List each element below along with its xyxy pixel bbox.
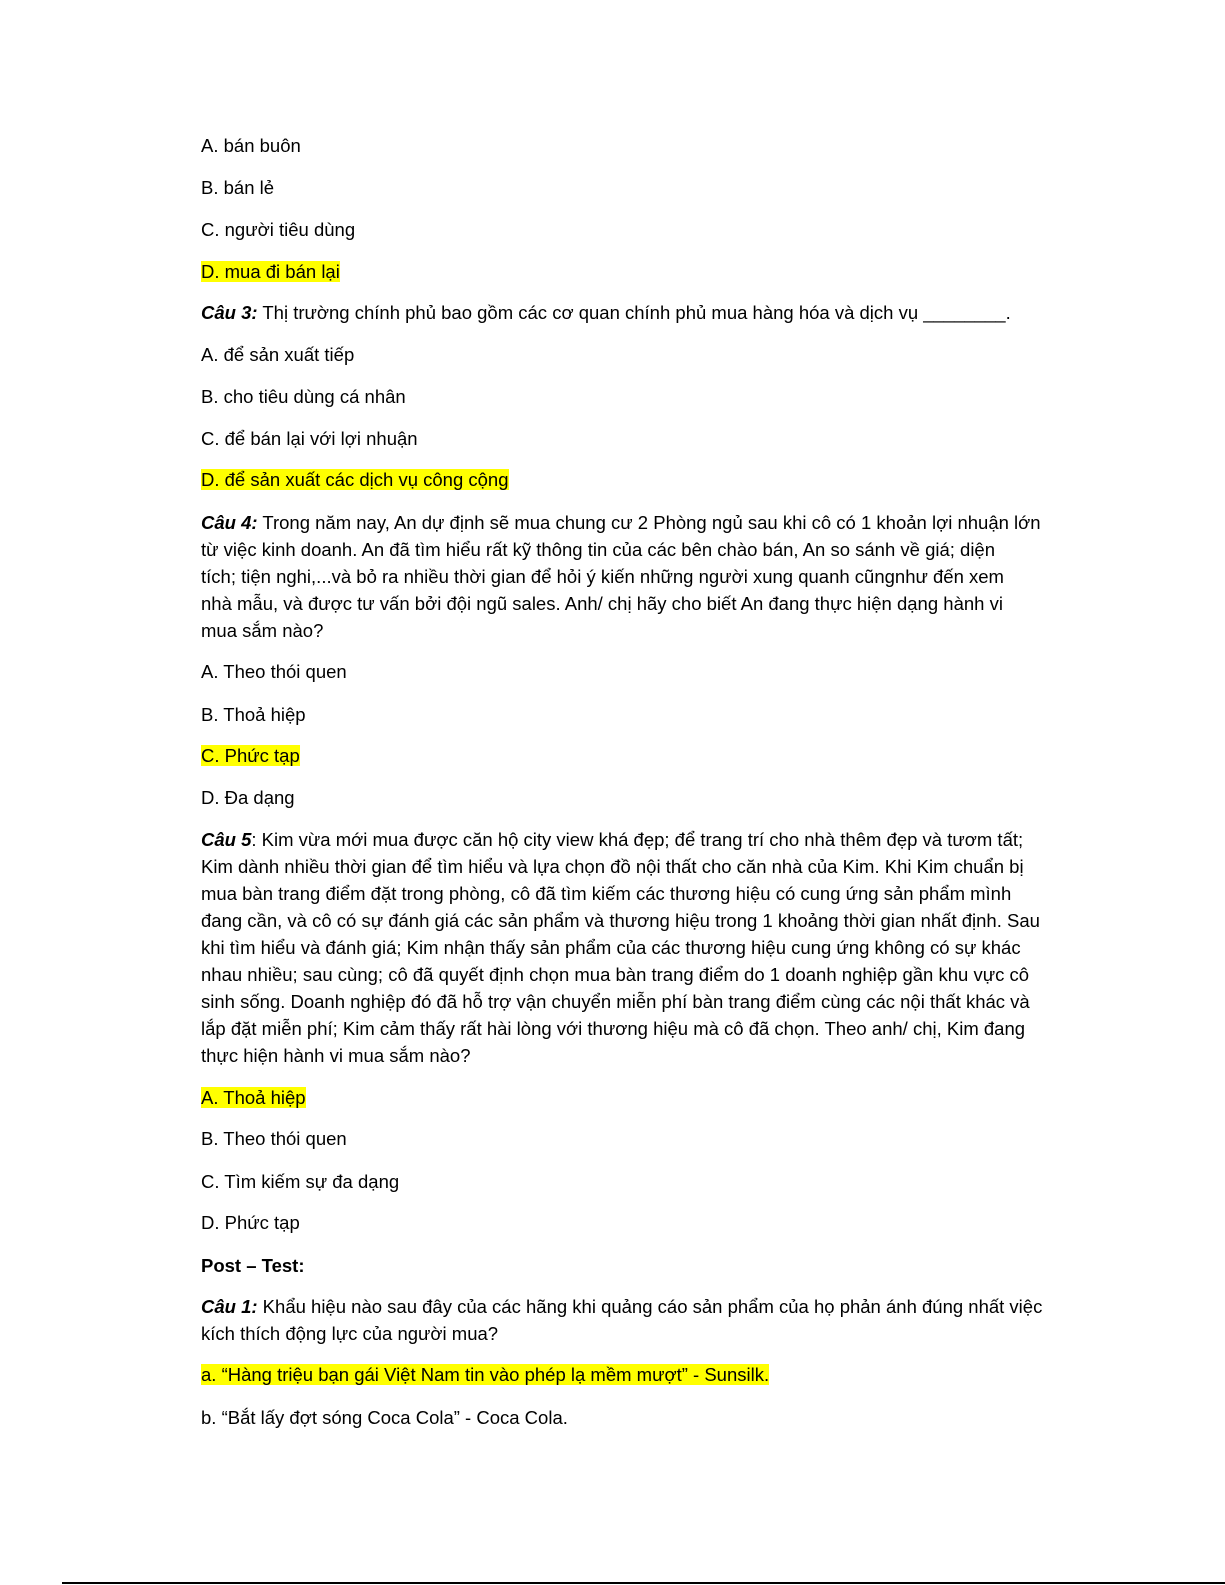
question-label: Câu 3:: [201, 302, 258, 323]
question-text: : Kim vừa mới mua được căn hộ city view khá đẹp; để trang trí cho nhà thêm đẹp và tươm tất;: [251, 829, 1024, 850]
answer-highlight: D. mua đi bán lại: [201, 261, 340, 282]
question-4-line-1: [201, 511, 1041, 535]
q5-option-a-answer: [201, 1086, 306, 1110]
question-5-line-6: nhau nhiều; sau cùng; cô đã quyết định chọn mua bàn trang điểm do 1 doanh nghiệp gần khu vực cô: [201, 964, 1030, 985]
post-test-heading: Post – Test:: [201, 1255, 305, 1276]
answer-highlight: C. Phức tạp: [201, 745, 300, 766]
question-label: Câu 5: [201, 829, 252, 850]
question-label: Câu 1:: [201, 1296, 258, 1317]
question-5-line-8: lắp đặt miễn phí; Kim cảm thấy rất hài lòng với thương hiệu mà cô đã chọn. Theo anh/ chị, Kim đang: [201, 1018, 1026, 1039]
question-text: Thị trường chính phủ bao gồm các cơ quan chính phủ mua hàng hóa và dịch vụ ________.: [257, 302, 1011, 323]
question-5-line-5: khi tìm hiểu và đánh giá; Kim nhận thấy sản phẩm của các thương hiệu cung ứng không có sự khác: [201, 937, 1021, 958]
q4-option-c-answer: [201, 744, 300, 768]
question-4-line-2: từ việc kinh doanh. An đã tìm hiểu rất kỹ thông tin của các bên chào bán, An so sánh về giá; diện: [201, 539, 996, 560]
answer-highlight: a. “Hàng triệu bạn gái Việt Nam tin vào phép lạ mềm mượt” - Sunsilk.: [201, 1364, 770, 1385]
answer-highlight: D. để sản xuất các dịch vụ công cộng: [201, 469, 509, 490]
post-question-1-line-1: [201, 1295, 1042, 1319]
q5-option-b: B. Theo thói quen: [201, 1128, 347, 1149]
question-5-line-2: Kim dành nhiều thời gian để tìm hiểu và lựa chọn đồ nội thất cho căn nhà của Kim. Khi Kim chuẩn bị: [201, 856, 1024, 877]
question-4-line-4: nhà mẫu, và được tư vấn bởi đội ngũ sales. Anh/ chị hãy cho biết An đang thực hiện dạng hành vi: [201, 593, 1003, 614]
question-5-line-9: thực hiện hành vi mua sắm nào?: [201, 1045, 471, 1066]
post-q1-option-a-answer: [201, 1363, 769, 1387]
q5-option-c: C. Tìm kiếm sự đa dạng: [201, 1171, 400, 1192]
q3-option-b: B. cho tiêu dùng cá nhân: [201, 386, 406, 407]
question-3: [201, 301, 1011, 325]
question-4-line-5: mua sắm nào?: [201, 620, 324, 641]
page-bottom-edge: [62, 1582, 1225, 1584]
question-label: Câu 4:: [201, 512, 258, 533]
question-5-line-7: sinh sống. Doanh nghiệp đó đã hỗ trợ vận chuyển miễn phí bàn trang điểm cùng các nội thất khác và: [201, 991, 1030, 1012]
q3-option-a: A. để sản xuất tiếp: [201, 344, 355, 365]
q4-option-b: B. Thoả hiệp: [201, 704, 306, 725]
post-question-1-line-2: kích thích động lực của người mua?: [201, 1323, 499, 1344]
question-4-line-3: tích; tiện nghi,...và bỏ ra nhiều thời gian để hỏi ý kiến những người xung quanh cũngnhư đến xem: [201, 566, 1004, 587]
answer-highlight: A. Thoả hiệp: [201, 1087, 306, 1108]
q3-option-d-answer: [201, 468, 509, 492]
q3-option-c: C. để bán lại với lợi nhuận: [201, 428, 418, 449]
question-text: Trong năm nay, An dự định sẽ mua chung cư 2 Phòng ngủ sau khi cô có 1 khoản lợi nhuận lớn: [257, 512, 1041, 533]
post-q1-option-b: b. “Bắt lấy đợt sóng Coca Cola” - Coca Cola.: [201, 1407, 568, 1428]
q4-option-a: A. Theo thói quen: [201, 661, 347, 682]
option-c: C. người tiêu dùng: [201, 219, 356, 240]
question-5-line-4: đang cần, và cô có sự đánh giá các sản phẩm và thương hiệu trong 1 khoảng thời gian nhất định. Sau: [201, 910, 1040, 931]
question-text: Khẩu hiệu nào sau đây của các hãng khi quảng cáo sản phẩm của họ phản ánh đúng nhất việc: [257, 1296, 1043, 1317]
q4-option-d: D. Đa dạng: [201, 787, 295, 808]
q5-option-d: D. Phức tạp: [201, 1212, 300, 1233]
option-b: B. bán lẻ: [201, 177, 275, 198]
option-d-answer: [201, 260, 340, 284]
question-5-line-1: [201, 828, 1023, 852]
question-5-line-3: mua bàn trang điểm đặt trong phòng, cô đã tìm kiếm các thương hiệu có cung ứng sản phẩm mình: [201, 883, 1012, 904]
option-a: A. bán buôn: [201, 135, 301, 156]
